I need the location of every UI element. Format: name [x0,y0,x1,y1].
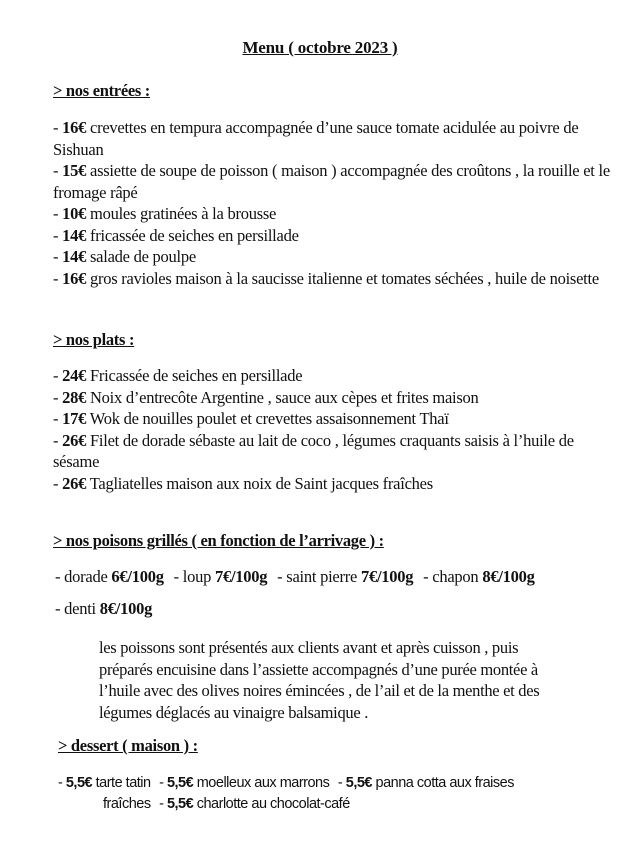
dessert-bullet: - [58,775,66,791]
dessert-price: 5,5€ [65,775,93,791]
dessert-name: panna cotta aux fraises [372,775,514,791]
item-description: assiette de soupe de poisson ( maison ) accompagnée des croûtons , la rouille et le fromage râpé [53,161,610,202]
dessert-bullet: - [159,796,167,812]
dessert-price: 5,5€ [166,775,194,791]
item-price: 17€ [62,409,87,428]
item-description: salade de poulpe [86,247,196,266]
fish-name: - loup [173,567,215,586]
menu-item: - 26€ Tagliatelles maison aux noix de Saint jacques fraîches [53,473,433,493]
page-title: Menu ( octobre 2023 ) [242,38,398,57]
grilled-fish-note: les poissons sont présentés aux clients avant et après cuisson , puis préparés encuisine dans l’assiette accompagnés d’une purée montée à l’huile avec des olives noires émincées , de l’ail et de la menthe et des légumes déglacés au vinaigre balsamique . [99,638,540,722]
dessert-item [338,775,514,791]
item-price: 10€ [62,204,87,223]
menu-item: - 16€ gros ravioles maison à la saucisse italienne et tomates séchées , huile de noisette [53,268,599,288]
fish-price: 8€/100g [482,567,535,586]
entrees-list [53,117,613,289]
item-description: Fricassée de seiches en persillade [86,366,303,385]
dessert-bullet: - [337,775,346,791]
item-description: moules gratinées à la brousse [86,204,277,223]
dessert-item [58,775,154,791]
item-price: 24€ [62,366,87,385]
item-price: 16€ [62,118,87,137]
menu-item: - 28€ Noix d’entrecôte Argentine , sauce aux cèpes et frites maison [53,387,479,407]
item-price: 14€ [62,247,87,266]
menu-item: - 17€ Wok de nouilles poulet et crevettes assaisonnement Thaï [53,409,449,428]
dessert-line [58,794,588,815]
menu-item: - 14€ fricassée de seiches en persillade [53,225,299,245]
dessert-line [58,773,588,794]
dessert-bullet: - [159,775,167,791]
item-price: 14€ [62,225,87,245]
dessert-name: tarte tatin [92,775,155,791]
fish-name: - chapon [423,567,483,586]
menu-item: - 14€ salade de poulpe [53,247,196,266]
grilled-fish-line [55,599,152,619]
item-description: crevettes en tempura accompagnée d’une sauce tomate acidulée au poivre de Sishuan [53,118,579,159]
dessert-price: 5,5€ [345,775,372,791]
fish-price: 6€/100g [111,567,164,586]
fish-name: - dorade [55,567,112,586]
menu-item: - 26€ Filet de dorade sébaste au lait de coco , légumes craquants saisis à l’huile de sésame [53,430,574,471]
grilled-fish-line [55,567,535,587]
grilled-fish-item [55,567,164,586]
item-description: Wok de nouilles poulet et crevettes assaisonnement Thaï [86,409,449,428]
dessert-price: 5,5€ [166,796,194,812]
dessert-name: charlotte au chocolat-café [193,796,350,812]
grilled-fish-item [423,567,535,586]
dessert-item [159,775,333,791]
item-price: 26€ [62,430,87,450]
grilled-fish-item [55,599,152,618]
section-heading-plats: > nos plats : [53,330,135,349]
dessert-list [58,773,588,815]
item-description: fricassée de seiches en persillade [86,225,299,245]
grilled-fish-item [277,567,413,586]
item-price: 15€ [62,161,87,180]
grilled-fish-item [174,567,268,586]
item-description: gros ravioles maison à la saucisse italienne et tomates séchées , huile de noisette [86,268,599,288]
menu-item: - 15€ assiette de soupe de poisson ( maison ) accompagnée des croûtons , la rouille et le fromage râpé [53,161,610,202]
menu-item: - 16€ crevettes en tempura accompagnée d’une sauce tomate acidulée au poivre de Sishuan [53,118,579,159]
item-price: 16€ [62,268,87,288]
fish-price: 8€/100g [99,599,153,618]
fish-price: 7€/100g [214,567,268,586]
fish-name: - saint pierre [277,567,361,586]
section-heading-entrees: > nos entrées : [53,81,151,100]
menu-item: - 10€ moules gratinées à la brousse [53,204,277,223]
plats-list [53,365,613,494]
dessert-item [159,796,350,812]
menu-item: - 24€ Fricassée de seiches en persillade [53,366,303,385]
section-heading-dessert: > dessert ( maison ) : [58,736,198,755]
item-price: 26€ [62,473,87,493]
item-price: 28€ [62,387,87,407]
dessert-name: fraîches [103,796,155,812]
dessert-name: moelleux aux marrons [193,775,333,791]
item-description: Filet de dorade sébaste au lait de coco , légumes craquants saisis à l’huile de sésame [53,430,574,471]
item-description: Tagliatelles maison aux noix de Saint jacques fraîches [86,473,433,493]
dessert-item-continuation [103,796,154,812]
item-description: Noix d’entrecôte Argentine , sauce aux cèpes et frites maison [86,387,479,407]
section-heading-poissons: > nos poisons grillés ( en fonction de l’arrivage ) : [53,531,384,550]
fish-name: - denti [55,599,100,618]
fish-price: 7€/100g [360,567,414,586]
